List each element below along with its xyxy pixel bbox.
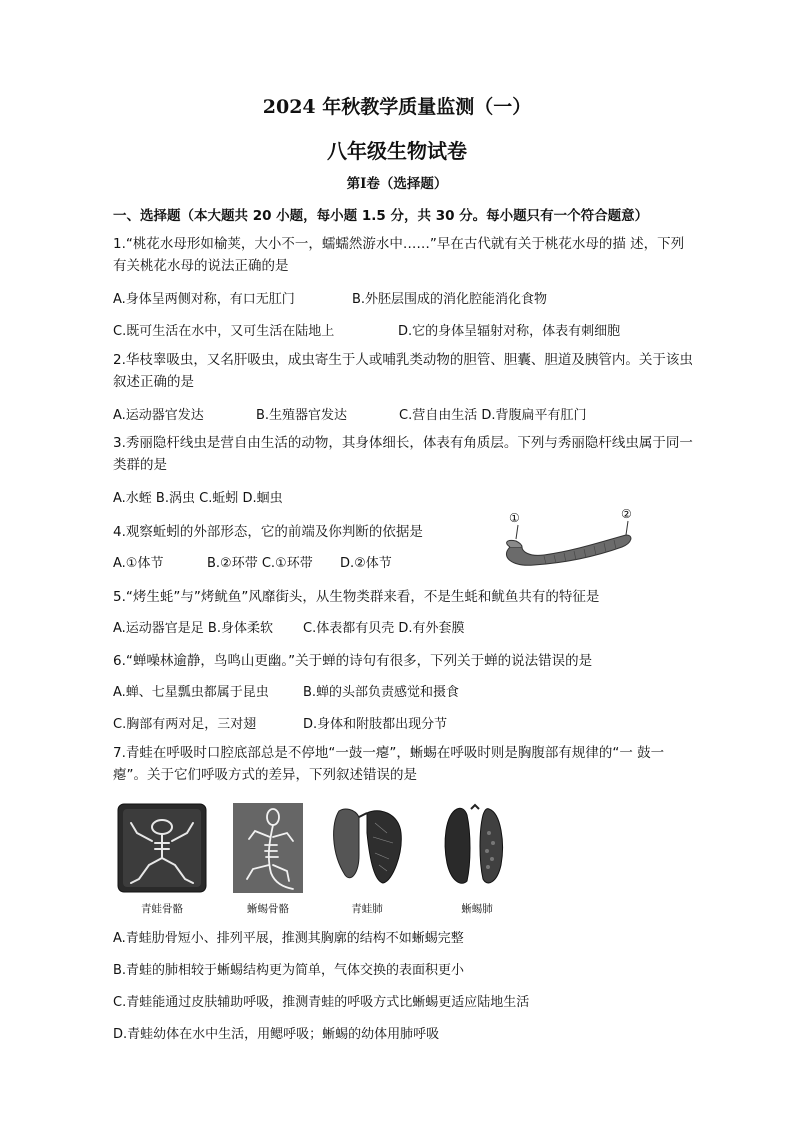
option-d: D.它的身体呈辐射对称，体表有刺细胞 — [398, 324, 621, 339]
option-c: C.青蛙能通过皮肤辅助呼吸，推测青蛙的呼吸方式比蜥蜴更适应陆地生活 — [113, 995, 530, 1010]
fig-label-lizard-lung: 蜥蜴肺 — [461, 903, 493, 915]
option-bc: B.②环带 C.①环带 — [207, 556, 313, 571]
question-stem: 2.华枝睾吸虫，又名肝吸虫，成虫寄生于人或哺乳类动物的胆管、胆囊、胆道及胰管内。关于该虫叙述正确的是 — [113, 352, 693, 390]
option-b: B.外胚层围成的消化腔能消化食物 — [352, 292, 548, 307]
option-c: C.胸部有两对足，三对翅 — [113, 717, 257, 732]
question-stem: 7.青蛙在呼吸时口腔底部总是不停地“一鼓一瘪”，蜥蜴在呼吸时则是胸腹部有规律的“一 鼓一瘪”。关于它们呼吸方式的差异，下列叙述错误的是 — [113, 745, 665, 783]
option-b: B.青蛙的肺相较于蜥蜴结构更为简单，气体交换的表面积更小 — [113, 963, 465, 978]
marker-1: ① — [509, 511, 520, 525]
question-stem: 4.观察蚯蚓的外部形态，它的前端及你判断的依据是 — [113, 524, 423, 540]
earthworm-image — [494, 505, 644, 575]
options: A.水蛭 B.涡虫 C.蚯蚓 D.蛔虫 — [113, 491, 283, 506]
exam-part: 第Ⅰ卷（选择题） — [346, 176, 448, 192]
section-heading: 一、选择题（本大题共 20 小题，每小题 1.5 分，共 30 分。每小题只有一个符合题意） — [113, 208, 649, 224]
exam-subtitle: 八年级生物试卷 — [327, 139, 467, 163]
lizard-lung-image — [437, 803, 517, 893]
option-a: A.蝉、七星瓢虫都属于昆虫 — [113, 685, 269, 700]
earthworm-figure — [494, 505, 644, 575]
option-c: C.既可生活在水中，又可生活在陆地上 — [113, 324, 335, 339]
option-d: D.身体和附肢都出现分节 — [303, 717, 448, 732]
marker-2: ② — [621, 507, 632, 521]
option-a: A.①体节 — [113, 556, 164, 571]
option-b: B.蝉的头部负责感觉和摄食 — [303, 685, 460, 700]
question-stem: 5.“烤生蚝”与”烤鱿鱼”风靡街头，从生物类群来看，不是生蚝和鱿鱼共有的特征是 — [113, 589, 600, 605]
option-cd: C.体表都有贝壳 D.有外套膜 — [303, 621, 465, 636]
fig-label-frog-skeleton: 青蛙骨骼 — [141, 903, 183, 915]
fig-label-lizard-skeleton: 蜥蜴骨骼 — [247, 903, 289, 915]
frog-lung-image — [327, 803, 407, 893]
question-stem: 6.“蝉噪林逾静，鸟鸣山更幽。”关于蝉的诗句有很多，下列关于蝉的说法错误的是 — [113, 653, 593, 669]
frog-skeleton-image — [117, 803, 207, 893]
exam-title: 2024 年秋教学质量监测（一） — [262, 96, 532, 118]
fig-label-frog-lung: 青蛙肺 — [351, 903, 383, 915]
option-a: A.青蛙肋骨短小、排列平展，推测其胸廓的结构不如蜥蜴完整 — [113, 931, 464, 946]
option-b: B.生殖器官发达 — [256, 408, 348, 423]
option-cd: C.营自由生活 D.背腹扁平有肛门 — [399, 408, 587, 423]
option-a: A.身体呈两侧对称，有口无肛门 — [113, 292, 295, 307]
question-stem: 3.秀丽隐杆线虫是营自由生活的动物，其身体细长，体表有角质层。下列与秀丽隐杆线虫属于同一类群的是 — [113, 435, 693, 473]
option-d: D.②体节 — [340, 556, 392, 571]
option-d: D.青蛙幼体在水中生活，用鳃呼吸；蜥蜴的幼体用肺呼吸 — [113, 1027, 440, 1042]
lizard-skeleton-image — [233, 803, 303, 893]
question-stem: 1.“桃花水母形如榆荚，大小不一，蠕蠕然游水中……”早在古代就有关于桃花水母的描 述，下列有关桃花水母的说法正确的是 — [113, 236, 685, 274]
option-a: A.运动器官发达 — [113, 408, 204, 423]
option-ab: A.运动器官是足 B.身体柔软 — [113, 621, 273, 636]
